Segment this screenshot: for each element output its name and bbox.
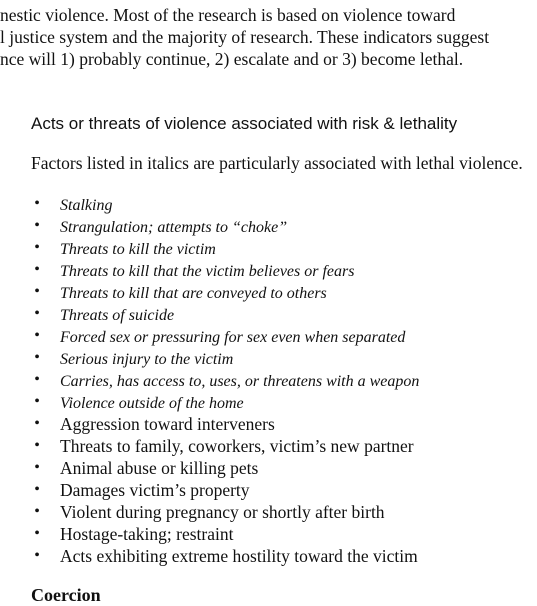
list-item: [31, 435, 419, 457]
italics-note: Factors listed in italics are particularly associated with lethal violence.: [31, 153, 523, 173]
bullet-icon: •: [34, 481, 40, 498]
coercion-heading: Coercion: [31, 585, 101, 605]
bullet-icon: •: [34, 525, 40, 542]
bullet-icon: •: [34, 305, 40, 322]
list-item-text: Threats to kill the victim: [60, 241, 216, 258]
bullet-icon: •: [34, 547, 40, 564]
list-item: [31, 391, 419, 413]
list-item-text: Forced sex or pressuring for sex even when separated: [60, 329, 406, 346]
bullet-icon: •: [34, 261, 40, 278]
list-item: [31, 545, 419, 567]
bullet-icon: •: [34, 393, 40, 410]
list-item: [31, 303, 419, 325]
list-item: [31, 369, 419, 391]
list-item-text: Aggression toward interveners: [60, 414, 275, 434]
list-item-text: Stalking: [60, 197, 113, 214]
list-item: [31, 413, 419, 435]
list-item: [31, 281, 419, 303]
bullet-icon: •: [34, 239, 40, 256]
bullet-icon: •: [34, 459, 40, 476]
intro-line: nestic violence. Most of the research is based on violence toward: [0, 5, 456, 25]
list-item-text: Strangulation; attempts to “choke”: [60, 219, 288, 236]
list-item: [31, 237, 419, 259]
list-item: [31, 501, 419, 523]
list-item: [31, 479, 419, 501]
list-item-text: Acts exhibiting extreme hostility toward the victim: [60, 546, 418, 566]
list-item: [31, 215, 419, 237]
list-item: [31, 325, 419, 347]
bullet-icon: •: [34, 217, 40, 234]
intro-paragraph: [0, 4, 537, 70]
bullet-icon: •: [34, 195, 40, 212]
bullet-icon: •: [34, 371, 40, 388]
bullet-icon: •: [34, 349, 40, 366]
list-item-text: Serious injury to the victim: [60, 351, 234, 368]
bullet-icon: •: [34, 503, 40, 520]
list-item-text: Violent during pregnancy or shortly after birth: [60, 502, 385, 522]
list-item-text: Damages victim’s property: [60, 480, 250, 500]
list-item: [31, 523, 419, 545]
intro-line: nce will 1) probably continue, 2) escalate and or 3) become lethal.: [0, 49, 464, 69]
bullet-icon: •: [34, 415, 40, 432]
bullet-icon: •: [34, 327, 40, 344]
list-item-text: Animal abuse or killing pets: [60, 458, 259, 478]
list-item: [31, 457, 419, 479]
list-item: [31, 193, 419, 215]
section-heading: Acts or threats of violence associated with risk & lethality: [31, 114, 458, 133]
intro-line: l justice system and the majority of research. These indicators suggest: [0, 27, 490, 47]
list-item-text: Violence outside of the home: [60, 395, 244, 412]
list-item-text: Threats to kill that are conveyed to others: [60, 285, 327, 302]
list-item: [31, 259, 419, 281]
risk-factor-list: [31, 193, 419, 567]
list-item-text: Threats to family, coworkers, victim’s new partner: [60, 436, 414, 456]
list-item: [31, 347, 419, 369]
bullet-icon: •: [34, 283, 40, 300]
bullet-icon: •: [34, 437, 40, 454]
list-item-text: Hostage-taking; restraint: [60, 524, 234, 544]
list-item-text: Threats to kill that the victim believes or fears: [60, 263, 355, 280]
list-item-text: Carries, has access to, uses, or threatens with a weapon: [60, 373, 420, 390]
list-item-text: Threats of suicide: [60, 307, 175, 324]
